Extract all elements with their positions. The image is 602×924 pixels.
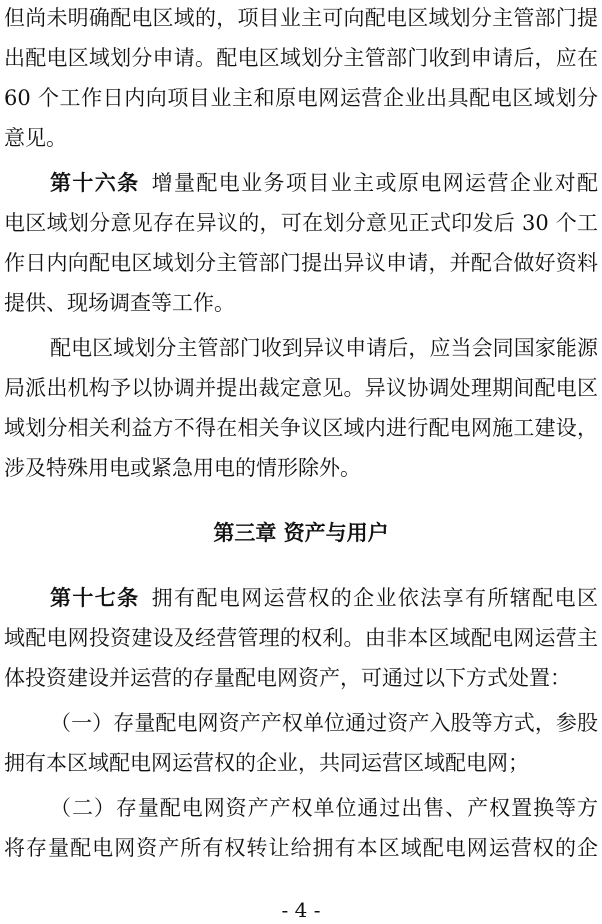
text-line: 配电区域划分主管部门收到异议申请后，应当会同国家能源 xyxy=(50,336,598,360)
continued-paragraph xyxy=(4,0,598,158)
text-line: 出配电区域划分申请。配电区域划分主管部门收到申请后，应在 xyxy=(4,46,598,70)
objection-paragraph xyxy=(4,328,598,488)
document-body xyxy=(4,0,598,868)
text-span: 拥有配电网运营权的企业依法享有所辖配电区 xyxy=(151,586,598,610)
text-line: 但尚未明确配电区域的，项目业主可向配电区域划分主管部门提 xyxy=(4,6,598,30)
text-span: 增量配电业务项目业主或原电网运营企业对配 xyxy=(151,171,598,195)
text-line: 电区域划分意见存在异议的，可在划分意见正式印发后 30 个工 xyxy=(4,211,598,235)
list-item-2 xyxy=(4,788,598,868)
text-line: 拥有本区域配电网运营权的企业，共同运营区域配电网； xyxy=(4,751,529,775)
page-number: - 4 - xyxy=(281,898,321,922)
text-line: （一）存量配电网资产产权单位通过资产入股等方式，参股 xyxy=(50,711,598,735)
text-line: 将存量配电网资产所有权转让给拥有本区域配电网运营权的企 xyxy=(4,836,598,860)
text-line: 域配电网投资建设及经营管理的权利。由非本区域配电网运营主 xyxy=(4,626,598,650)
text-line: 域划分相关利益方不得在相关争议区域内进行配电网施工建设， xyxy=(4,416,598,440)
text-line: 体投资建设并运营的存量配电网资产，可通过以下方式处置： xyxy=(4,666,571,690)
article-label: 第十七条 xyxy=(50,586,140,610)
text-line: 提供、现场调查等工作。 xyxy=(4,291,235,315)
text-line: 涉及特殊用电或紧急用电的情形除外。 xyxy=(4,456,361,480)
article-first-line xyxy=(4,578,598,618)
text-line: 60 个工作日内向项目业主和原电网运营企业出具配电区域划分 xyxy=(4,86,598,110)
article-17 xyxy=(4,578,598,698)
text-line: （二）存量配电网资产产权单位通过出售、产权置换等方 xyxy=(50,796,598,820)
article-16 xyxy=(4,163,598,323)
chapter-heading: 第三章 资产与用户 xyxy=(213,521,389,545)
article-first-line xyxy=(4,163,598,203)
text-line: 作日内向配电区域划分主管部门提出异议申请，并配合做好资料 xyxy=(4,251,598,275)
list-item-1 xyxy=(4,703,598,783)
article-label: 第十六条 xyxy=(50,171,140,195)
text-line: 意见。 xyxy=(4,126,67,150)
text-line: 局派出机构予以协调并提出裁定意见。异议协调处理期间配电区 xyxy=(4,376,598,400)
